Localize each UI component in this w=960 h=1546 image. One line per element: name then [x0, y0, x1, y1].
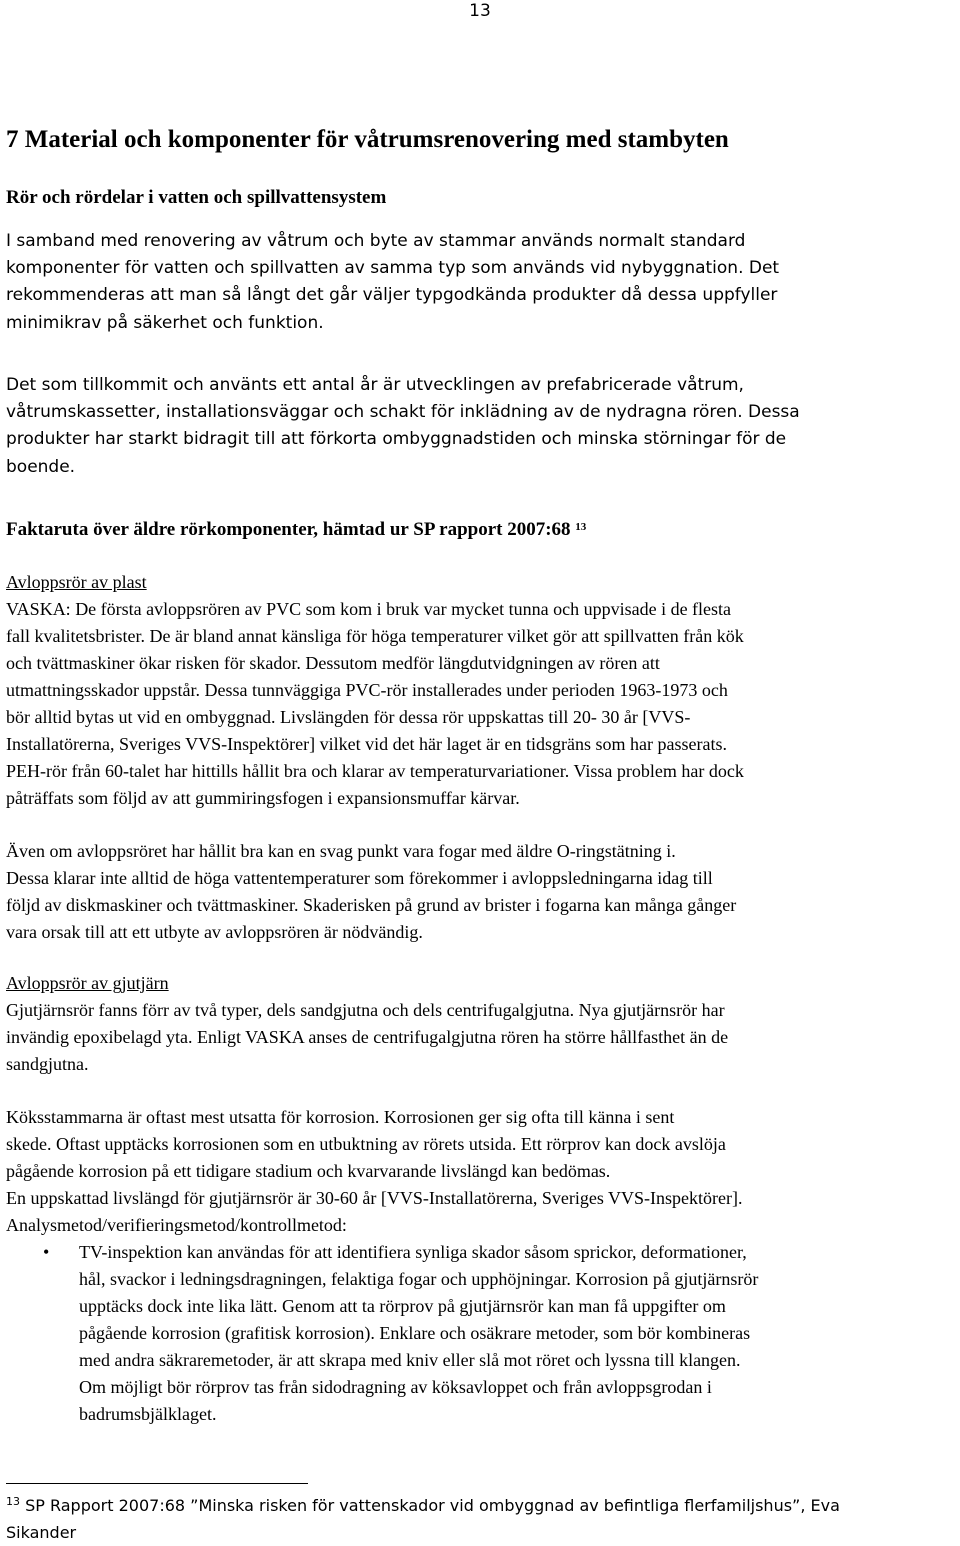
text-line: Analysmetod/verifieringsmetod/kontrollmetod:: [6, 1215, 347, 1235]
footnote-reference: 13: [575, 521, 587, 533]
text-line: rekommenderas att man så långt det går väljer typgodkända produkter då dessa uppfyller: [6, 285, 778, 306]
cast-iron-paragraph: [6, 997, 956, 1078]
text-line: invändig epoxibelagd yta. Enligt VASKA anses de centrifugalgjutna rören ha större hållfasthet än de: [6, 1027, 729, 1047]
prefab-paragraph: [6, 372, 956, 481]
intro-paragraph: [6, 228, 956, 337]
text-line: boende.: [6, 456, 76, 477]
text-line: Även om avloppsröret har hållit bra kan en svag punkt vara fogar med äldre O-ringstätning i.: [6, 841, 676, 861]
text-line: Om möjligt bör rörprov tas från sidodragning av köksavloppet och från avloppsgrodan i: [79, 1377, 712, 1397]
text-line: upptäcks dock inte lika lätt. Genom att ta rörprov på gjutjärnsrör kan man få uppgifter om: [79, 1296, 726, 1316]
text-line: påträffats som följd av att gummiringsfogen i expansionsmuffar kärvar.: [6, 788, 520, 808]
plastic-pipes-heading: Avloppsrör av plast: [6, 572, 147, 592]
text-line: TV-inspektion kan användas för att identifiera synliga skador såsom sprickor, deformationer,: [79, 1242, 747, 1262]
text-line: fall kvalitetsbrister. De är bland annat känsliga för höga temperaturer vilket gör att spillvatten från kök: [6, 626, 744, 646]
page-number: 13: [469, 1, 491, 21]
plastic-pipes-paragraph: [6, 596, 956, 812]
corrosion-paragraph: [6, 1104, 956, 1239]
text-line: bör alltid bytas ut vid en ombyggnad. Livslängden för dessa rör uppskattas till 20- 30 år [VVS-: [6, 707, 691, 727]
footnote-text: SP Rapport 2007:68 ”Minska risken för vattenskador vid ombyggnad av befintliga flerfamiljshus”, Eva: [25, 1496, 840, 1515]
text-line: sandgjutna.: [6, 1054, 89, 1074]
bullet-icon: •: [43, 1242, 50, 1262]
text-line: komponenter för vatten och spillvatten av samma typ som används vid nybyggnation. Det: [6, 258, 780, 279]
factbox-title-text: Faktaruta över äldre rörkomponenter, hämtad ur SP rapport 2007:68: [6, 519, 571, 540]
text-line: Köksstammarna är oftast mest utsatta för korrosion. Korrosionen ger sig ofta till känna i sent: [6, 1107, 675, 1127]
text-line: En uppskattad livslängd för gjutjärnsrör är 30-60 år [VVS-Installatörerna, Sveriges VVS-Inspektörer].: [6, 1188, 743, 1208]
text-line: Det som tillkommit och använts ett antal år är utvecklingen av prefabricerade våtrum,: [6, 375, 744, 395]
text-line: PEH-rör från 60-talet har hittills hållit bra och klarar av temperaturvariationer. Vissa problem har dock: [6, 761, 744, 781]
list-item: [6, 1239, 956, 1428]
text-line: minimikrav på säkerhet och funktion.: [6, 312, 324, 333]
text-line: följd av diskmaskiner och tvättmaskiner. Skaderisken på grund av brister i fogarna kan många gånger: [6, 895, 737, 915]
text-line: skede. Oftast upptäcks korrosionen som en utbuktning av rörets utsida. Ett rörprov kan dock avslöja: [6, 1134, 726, 1154]
text-line: Gjutjärnsrör fanns förr av två typer, dels sandgjutna och dels centrifugalgjutna. Nya gjutjärnsrör har: [6, 1000, 725, 1020]
chapter-heading: 7 Material och komponenter för våtrumsrenovering med stambyten: [6, 126, 729, 153]
text-line: och tvättmaskiner ökar risken för skador. Dessutom medför längdutvidgningen av rören att: [6, 653, 660, 673]
footnote: [6, 1492, 906, 1546]
factbox-title: [6, 517, 586, 543]
section-subheading: Rör och rördelar i vatten och spillvattensystem: [6, 187, 387, 208]
footnote-line: [6, 1492, 906, 1519]
text-line: produkter har starkt bidragit till att förkorta ombyggnadstiden och minska störningar för de: [6, 429, 787, 450]
footnote-separator: [6, 1483, 308, 1484]
footnote-number: 13: [6, 1495, 20, 1508]
text-line: med andra säkraremetoder, är att skrapa med kniv eller slå mot röret och lyssna till klangen.: [79, 1350, 741, 1370]
text-line: badrumsbjälklaget.: [79, 1404, 217, 1424]
text-line: Installatörerna, Sveriges VVS-Inspektörer] vilket vid det här laget är en tidsgräns som har passerats.: [6, 734, 727, 754]
text-line: VASKA: De första avloppsrören av PVC som kom i bruk var mycket tunna och uppvisade i de flesta: [6, 599, 732, 619]
text-line: pågående korrosion på ett tidigare stadium och kvarvarande livslängd kan bedömas.: [6, 1161, 611, 1181]
text-line: pågående korrosion (grafitisk korrosion). Enklare och osäkrare metoder, som bör kombineras: [79, 1323, 751, 1343]
o-ring-paragraph: [6, 838, 956, 946]
text-line: våtrumskassetter, installationsväggar och schakt för inklädning av de nydragna rören. Dessa: [6, 402, 800, 423]
text-line: utmattningsskador uppstår. Dessa tunnväggiga PVC-rör installerades under perioden 1963-1973 och: [6, 680, 728, 700]
text-line: I samband med renovering av våtrum och byte av stammar används normalt standard: [6, 231, 746, 251]
cast-iron-pipes-heading: Avloppsrör av gjutjärn: [6, 973, 169, 993]
footnote-line: Sikander: [6, 1523, 77, 1542]
text-line: vara orsak till att ett utbyte av avloppsrören är nödvändig.: [6, 922, 423, 942]
text-line: hål, svackor i ledningsdragningen, felaktiga fogar och upphöjningar. Korrosion på gjutjärnsrör: [79, 1269, 759, 1289]
analysis-bullet-list: [6, 1239, 956, 1428]
text-line: Dessa klarar inte alltid de höga vattentemperaturer som förekommer i avloppsledningarna idag till: [6, 868, 713, 888]
